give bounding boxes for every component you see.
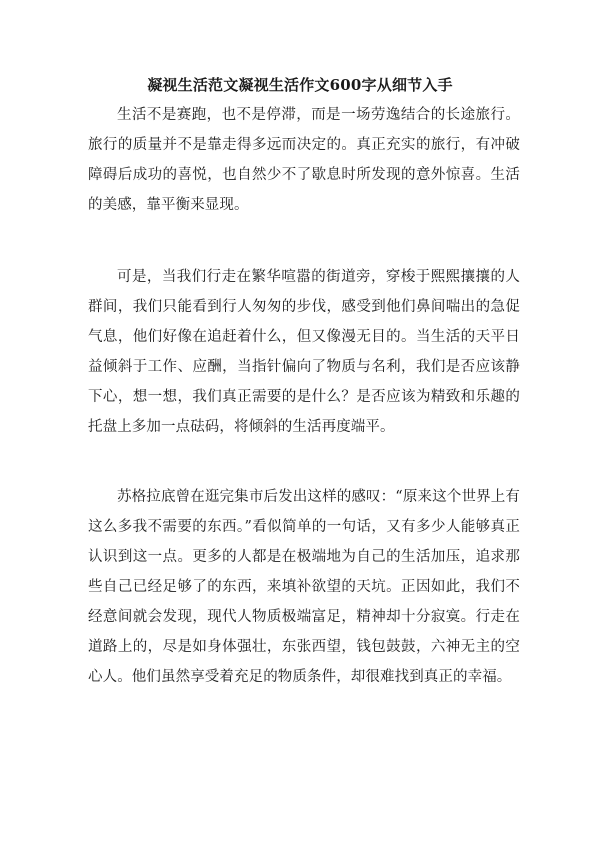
document-title: 凝视生活范文凝视生活作文600字从细节入手 [147,76,453,94]
paragraph-1: 生活不是赛跑，也不是停滞，而是一场劳逸结合的长途旅行。旅行的质量并不是靠走得多远而决定的。真正充实的旅行，有冲破障碍后成功的喜悦，也自然少不了歇息时所发现的意外惊喜。生活的美感，靠平衡来显现。 [88,107,520,213]
paragraph-3: 苏格拉底曾在逛完集市后发出这样的感叹：“原来这个世界上有这么多我不需要的东西。”看似简单的一句话，又有多少人能够真正认识到这一点。更多的人都是在极端地为自己的生活加压，追求那些自己已经足够了的东西，来填补欲望的天坑。正因如此，我们不经意间就会发现，现代人物质极端富足，精神却十分寂寞。行走在道路上的，尽是如身体强壮，东张西望，钱包鼓鼓，六神无主的空心人。他们虽然享受着充足的物质条件，却很难找到真正的幸福。 [88,489,520,685]
paragraph-2: 可是，当我们行走在繁华喧嚣的街道旁，穿梭于熙熙攘攘的人群间，我们只能看到行人匆匆的步伐，感受到他们鼻间喘出的急促气息，他们好像在追赶着什么，但又像漫无目的。当生活的天平日益倾斜于工作、应酬，当指针偏向了物质与名利，我们是否应该静下心，想一想，我们真正需要的是什么？是否应该为精致和乐趣的托盘上多加一点砝码，将倾斜的生活再度端平。 [88,269,520,435]
